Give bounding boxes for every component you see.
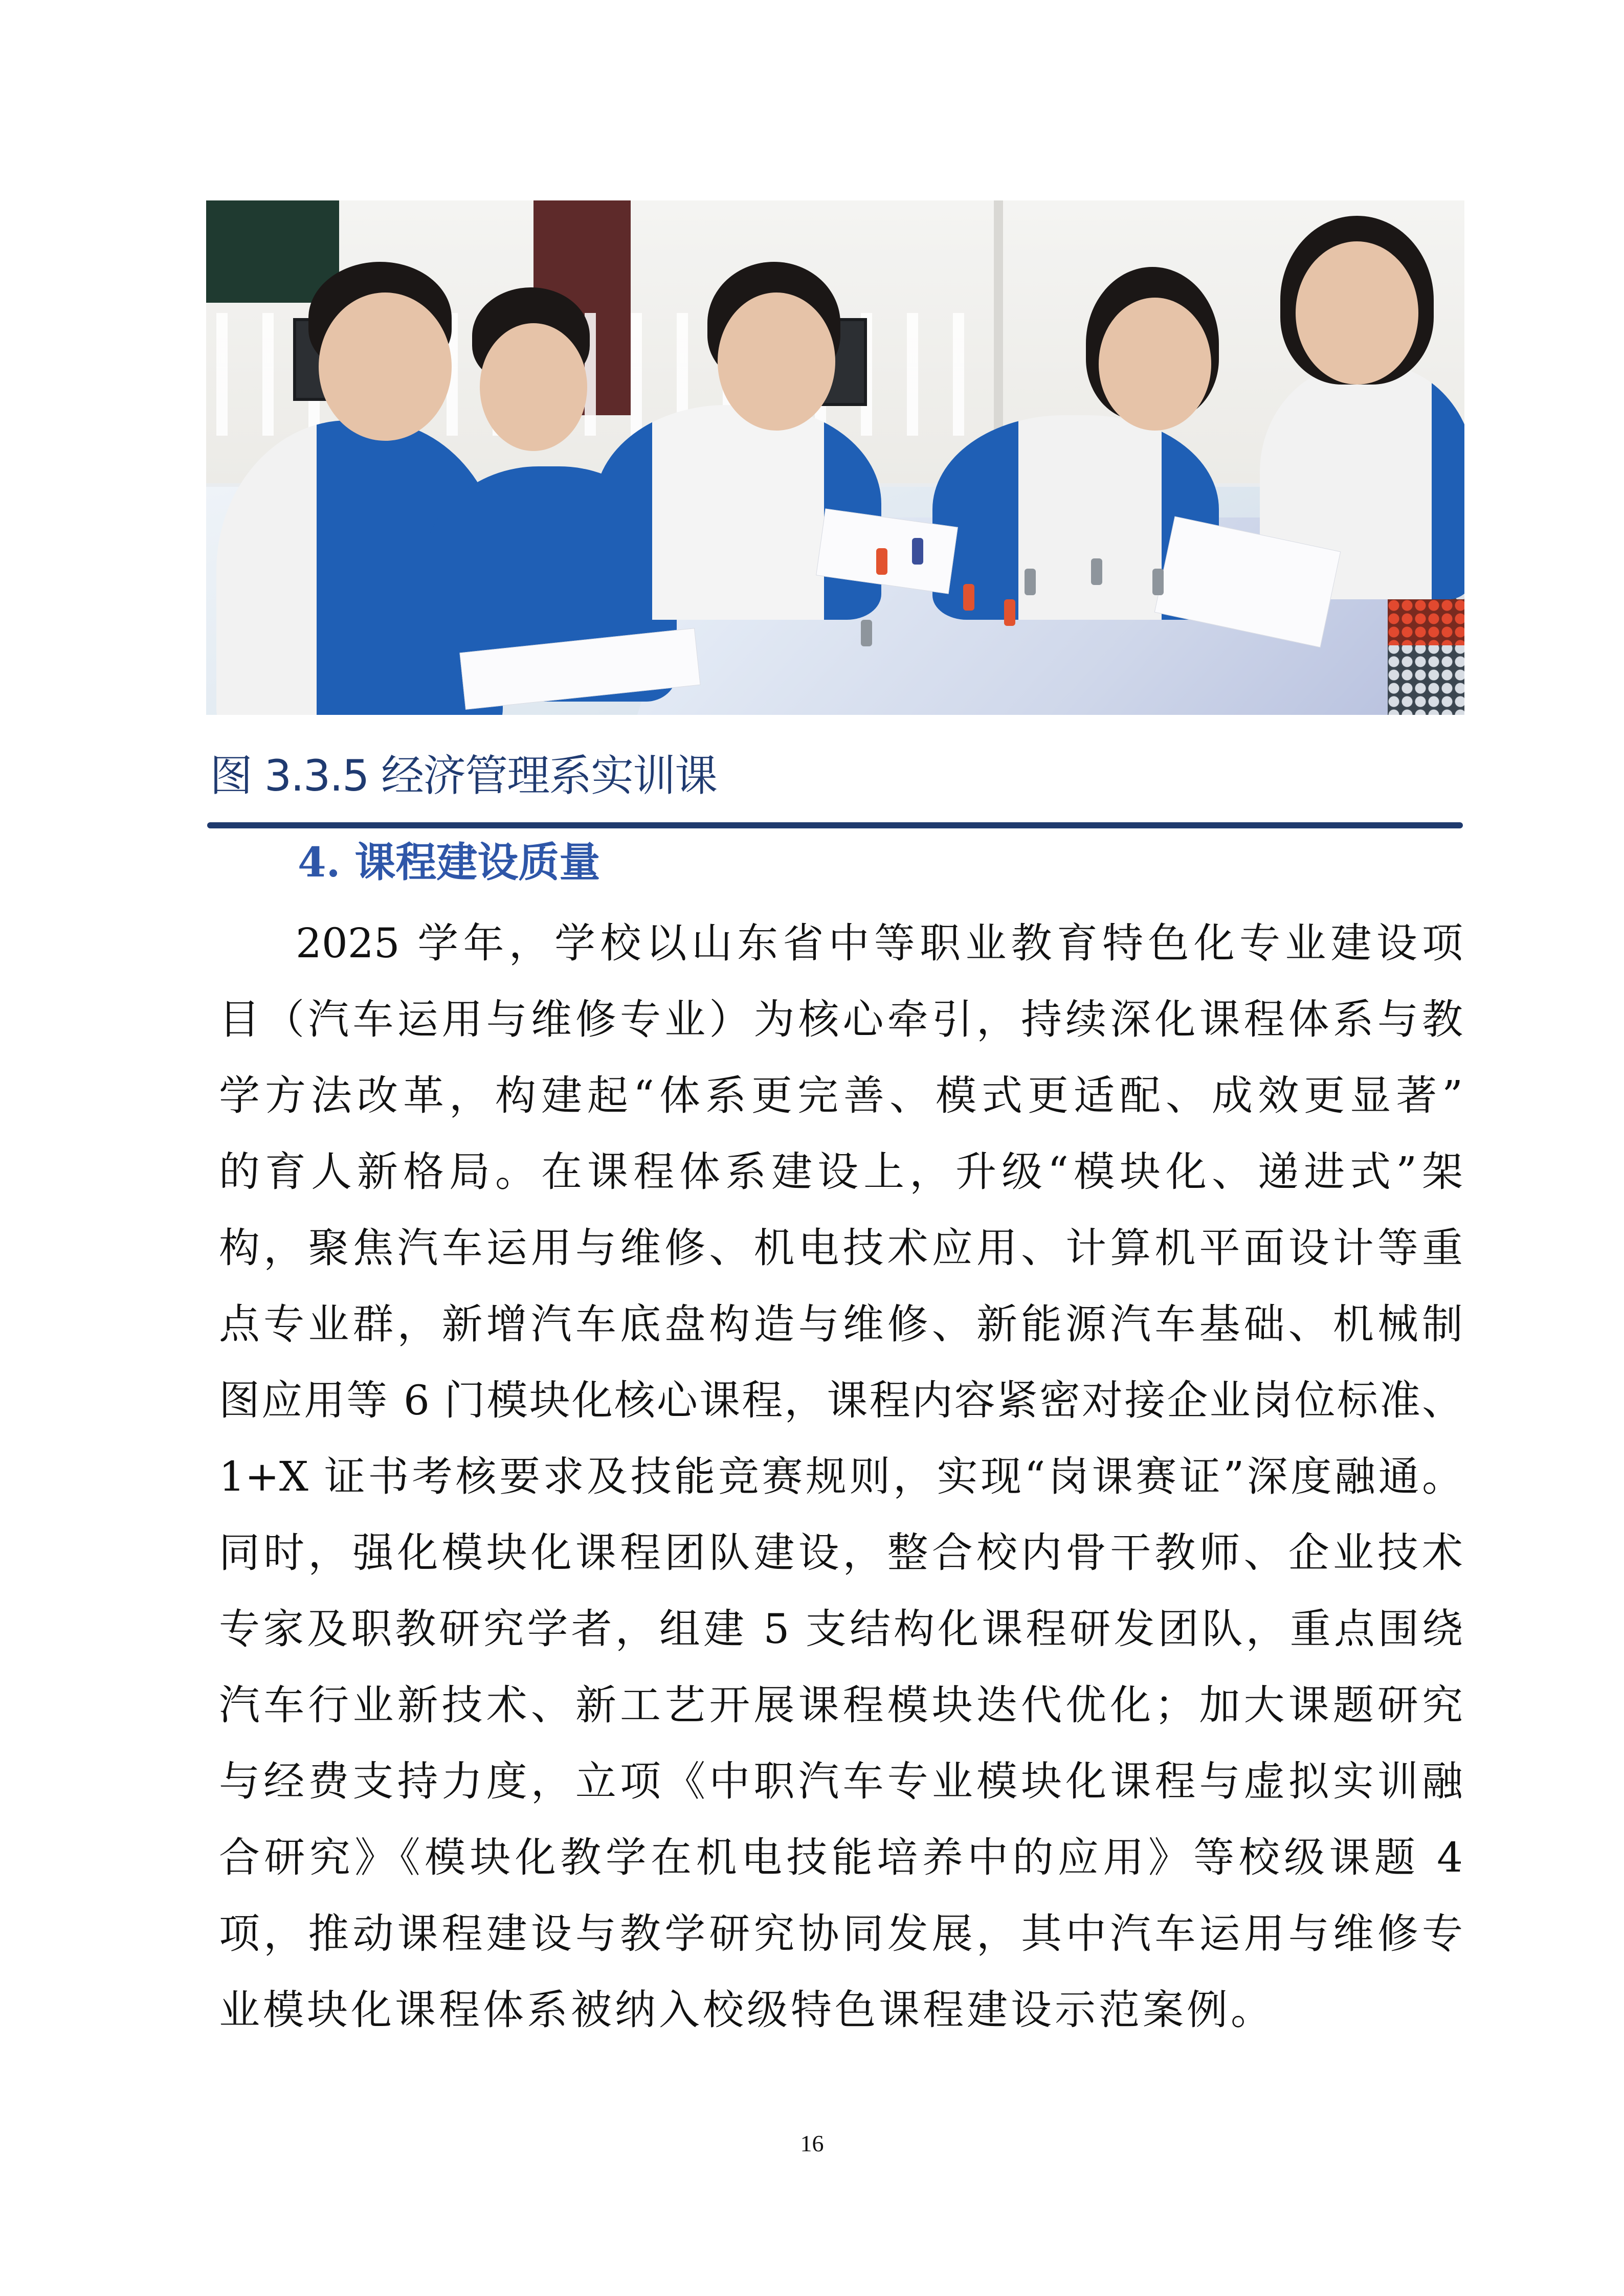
photo-token-gray bbox=[1152, 569, 1164, 595]
page-number: 16 bbox=[800, 2130, 824, 2156]
paragraph-line: 项，推动课程建设与教学研究协同发展，其中汽车运用与维修专 bbox=[219, 1910, 1463, 1957]
paragraph-line: 同时，强化模块化课程团队建设，整合校内骨干教师、企业技术 bbox=[219, 1529, 1463, 1577]
paragraph-line: 点专业群，新增汽车底盘构造与维修、新能源汽车基础、机械制 bbox=[219, 1300, 1463, 1348]
figure-caption: 图 3.3.5 经济管理系实训课 bbox=[210, 751, 717, 801]
paragraph-line: 与经费支持力度，立项《中职汽车专业模块化课程与虚拟实训融 bbox=[219, 1758, 1463, 1805]
paragraph-line: 业模块化课程体系被纳入校级特色课程建设示范案例。 bbox=[219, 1986, 1275, 2034]
photo-student-1-face bbox=[319, 292, 452, 441]
photo-student-3-face bbox=[718, 292, 835, 431]
paragraph-line: 合研究》《模块化教学在机电技能培养中的应用》等校级课题 4 bbox=[219, 1834, 1463, 1881]
caption-divider bbox=[207, 822, 1463, 828]
photo-student-5-face bbox=[1296, 241, 1418, 385]
photo-token-gray bbox=[1091, 558, 1102, 585]
paragraph-line: 目（汽车运用与维修专业）为核心牵引，持续深化课程体系与教 bbox=[219, 996, 1463, 1043]
photo-token-gray bbox=[861, 620, 872, 646]
paragraph-line: 构，聚焦汽车运用与维修、机电技术应用、计算机平面设计等重 bbox=[219, 1224, 1463, 1272]
photo-token-red bbox=[963, 584, 974, 611]
figure-photo bbox=[206, 200, 1464, 715]
section-heading: 4. 课程建设质量 bbox=[298, 838, 600, 886]
photo-chip-tray-red bbox=[1388, 599, 1464, 645]
paragraph-line: 汽车行业新技术、新工艺开展课程模块迭代优化；加大课题研究 bbox=[219, 1681, 1463, 1729]
photo-student-4-face bbox=[1099, 298, 1211, 431]
paragraph-line: 2025 学年，学校以山东省中等职业教育特色化专业建设项 bbox=[296, 919, 1463, 967]
photo-token-red bbox=[876, 548, 887, 575]
photo-token-blue bbox=[912, 538, 923, 565]
photo-token-gray bbox=[1025, 569, 1036, 595]
paragraph-line: 图应用等 6 门模块化核心课程，课程内容紧密对接企业岗位标准、 bbox=[219, 1377, 1463, 1424]
paragraph-line: 专家及职教研究学者，组建 5 支结构化课程研发团队，重点围绕 bbox=[219, 1605, 1463, 1653]
paragraph-line: 学方法改革，构建起“体系更完善、模式更适配、成效更显著” bbox=[219, 1072, 1463, 1119]
paragraph-line: 1+X 证书考核要求及技能竞赛规则，实现“岗课赛证”深度融通。 bbox=[219, 1453, 1463, 1500]
paragraph-line: 的育人新格局。在课程体系建设上，升级“模块化、递进式”架 bbox=[219, 1148, 1463, 1196]
section-paragraph bbox=[219, 915, 1463, 2058]
photo-token-red bbox=[1004, 599, 1015, 626]
photo-student-2-face bbox=[480, 323, 587, 451]
